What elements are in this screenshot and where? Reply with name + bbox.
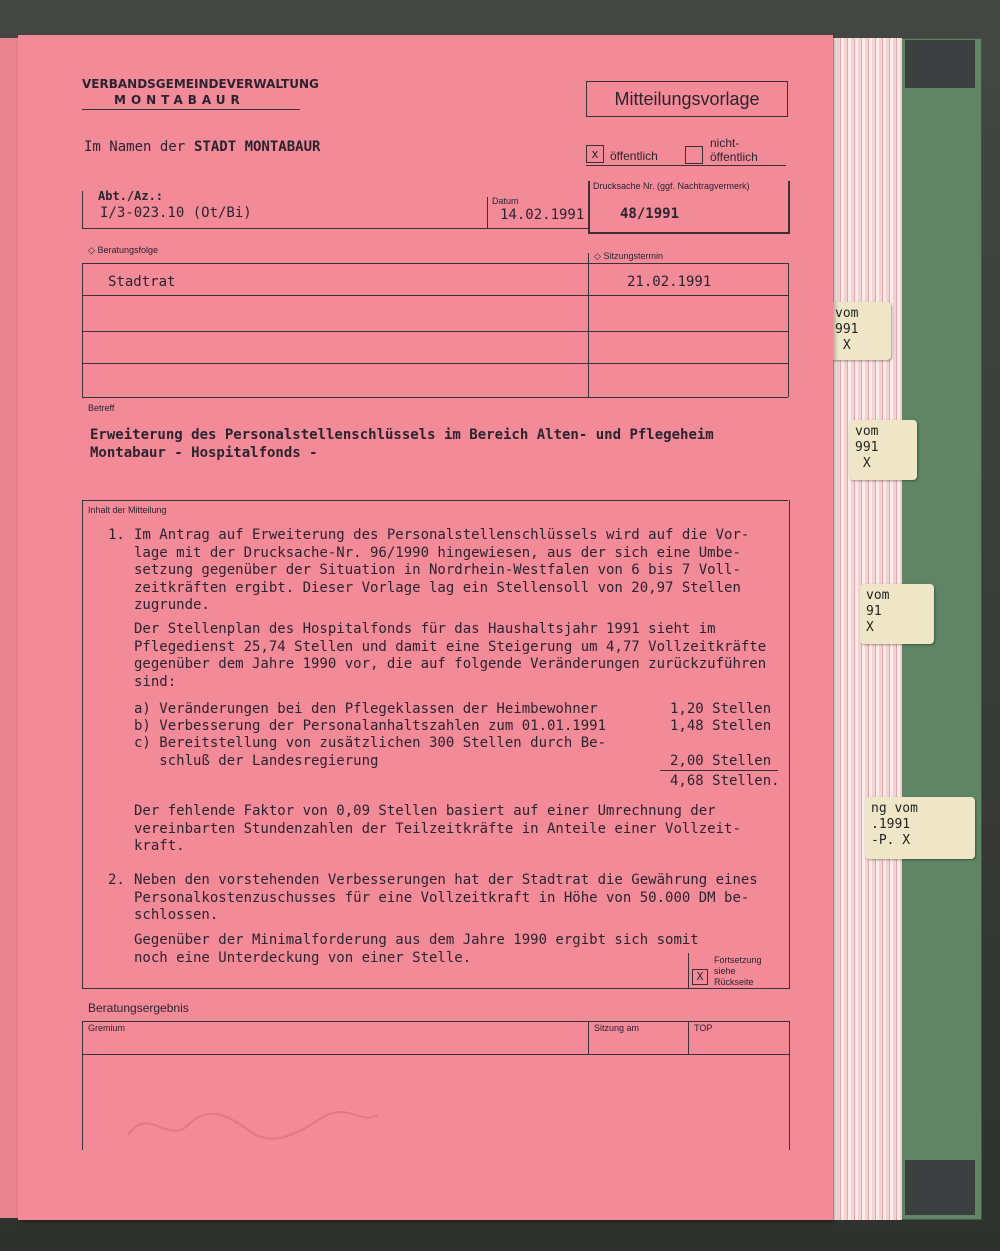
result-col-date: Sitzung am bbox=[594, 1023, 640, 1033]
content-label: Inhalt der Mitteilung bbox=[88, 505, 167, 515]
subject-line-1: Erweiterung des Personalstellenschlüssels im Bereich Alten- und Pflegeheim bbox=[90, 427, 714, 443]
list-item: b) Verbesserung der Personalanhaltszahlen zum 01.01.1991 bbox=[134, 718, 607, 734]
dept-label: Abt./Az.: bbox=[98, 189, 164, 203]
faint-signature bbox=[118, 1095, 398, 1155]
nonpublic-checkbox[interactable] bbox=[685, 146, 703, 164]
city-name: STADT MONTABAUR bbox=[194, 139, 321, 155]
meeting-date-label: ◇ Sitzungstermin bbox=[594, 251, 663, 261]
item-number: 1. bbox=[108, 527, 125, 543]
list-value: 1,20 Stellen bbox=[670, 701, 772, 717]
on-behalf-label: Im Namen der bbox=[84, 139, 186, 155]
continuation-note: Fortsetzung siehe Rückseite bbox=[714, 955, 762, 987]
result-label: Beratungsergebnis bbox=[88, 1001, 189, 1015]
subject-line-2: Montabaur - Hospitalfonds - bbox=[90, 445, 318, 461]
paragraph-3: Der fehlende Faktor von 0,09 Stellen basiert auf einer Umrechnung der vereinbarten Stundenzahlen der Teilzeitkräfte in Anteile einer Vollzeit- kraft. bbox=[134, 803, 741, 854]
public-checkbox[interactable]: x bbox=[586, 145, 604, 163]
dept-value: I/3-023.10 (Ot/Bi) bbox=[100, 205, 252, 221]
date-value: 14.02.1991 bbox=[500, 207, 585, 223]
consultation-body: Stadtrat bbox=[108, 274, 176, 290]
binder-corner-top bbox=[905, 40, 975, 88]
index-tab-3[interactable]: vom 91 X bbox=[860, 584, 934, 644]
subject-label: Betreff bbox=[88, 403, 115, 413]
nonpublic-label-1: nicht- bbox=[710, 136, 740, 150]
item-1-text: Im Antrag auf Erweiterung des Personalstellenschlüssels wird auf die Vor- lage mit der Drucksache-Nr. 96/1990 hingewiesen, aus der sich eine Umbe- setzung gegenüber der Situation in Nordrhein-Westfalen von 6 bis 7 Voll- zeitkräften ergibt. Dieser Vorlage lag ein Stellensoll von 20,97 Stellen zugrunde. bbox=[134, 527, 750, 613]
index-tab-4[interactable]: ng vom .1991 -P. X bbox=[865, 797, 975, 859]
paragraph-2: Der Stellenplan des Hospitalfonds für das Haushaltsjahr 1991 sieht im Pflegedienst 25,74 Stellen und damit eine Steigerung um 4,77 Vollzeitkräfte gegenüber dem Jahre 1990 vor, die auf folgende Veränderungen zurückzuführen sind: bbox=[134, 621, 767, 690]
consultation-date: 21.02.1991 bbox=[627, 274, 712, 290]
result-col-body: Gremium bbox=[88, 1023, 126, 1033]
result-col-top: TOP bbox=[694, 1023, 713, 1033]
date-label: Datum bbox=[492, 196, 519, 206]
list-item: c) Bereitstellung von zusätzlichen 300 Stellen durch Be- bbox=[134, 735, 607, 751]
previous-page-edge bbox=[0, 38, 19, 1218]
continuation-checkbox[interactable]: X bbox=[692, 969, 708, 985]
list-total: 4,68 Stellen. bbox=[670, 773, 780, 789]
sequence-label: ◇ Beratungsfolge bbox=[88, 245, 158, 255]
item-number: 2. bbox=[108, 872, 125, 888]
binder-corner-bottom bbox=[905, 1160, 975, 1215]
diamond-arrow-icon: ◇ bbox=[88, 245, 95, 255]
list-item: a) Veränderungen bei den Pflegeklassen der Heimbewohner bbox=[134, 701, 598, 717]
index-tab-2[interactable]: vom 991 X bbox=[849, 420, 917, 480]
diamond-arrow-icon: ◇ bbox=[594, 251, 601, 261]
org-name: VERBANDSGEMEINDEVERWALTUNG bbox=[82, 77, 319, 91]
paragraph-4: Gegenüber der Minimalforderung aus dem Jahre 1990 ergibt sich somit noch eine Unterdeckung von einer Stelle. bbox=[134, 932, 699, 966]
print-number: 48/1991 bbox=[620, 206, 680, 222]
index-tab-1[interactable]: vom 991 X bbox=[829, 302, 891, 360]
list-item: schluß der Landesregierung bbox=[134, 753, 379, 769]
print-label: Drucksache Nr. (ggf. Nachtragvermerk) bbox=[593, 181, 750, 191]
list-value: 2,00 Stellen bbox=[670, 753, 772, 769]
list-value: 1,48 Stellen bbox=[670, 718, 772, 734]
document-type: Mitteilungsvorlage bbox=[586, 81, 788, 117]
org-city: MONTABAUR bbox=[114, 93, 245, 107]
item-2-text: Neben den vorstehenden Verbesserungen hat der Stadtrat die Gewährung eines Personalkostenzuschusses für eine Vollzeitkraft in Höhe von 50.000 DM be- schlossen. bbox=[134, 872, 758, 923]
document-sheet bbox=[18, 35, 833, 1220]
public-label: öffentlich bbox=[610, 149, 658, 163]
nonpublic-label-2: öffentlich bbox=[710, 150, 758, 164]
